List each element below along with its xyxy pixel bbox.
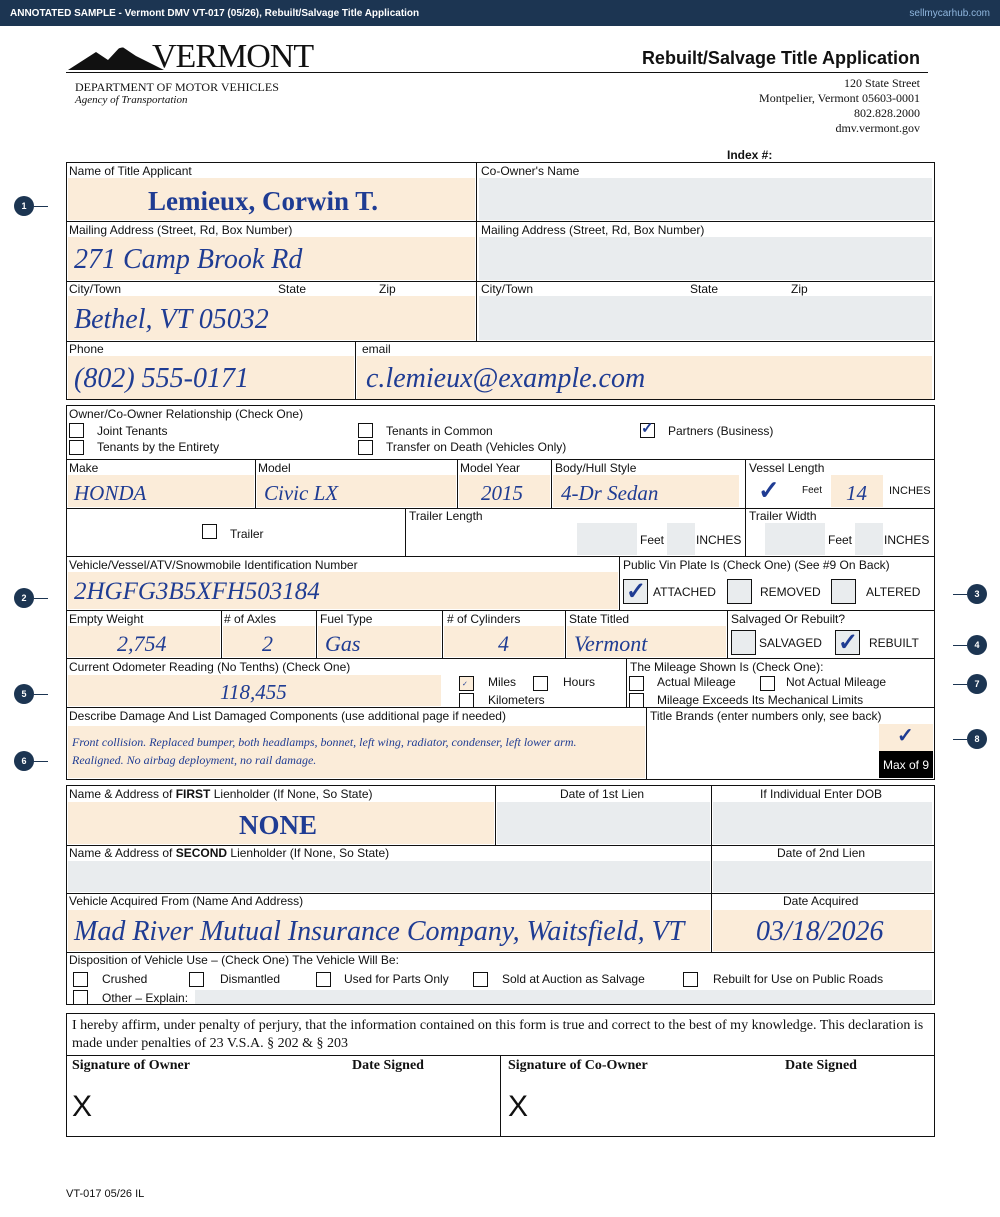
model-label: Model (258, 461, 291, 475)
miles-check-icon: ✓ (462, 681, 468, 688)
vin-value[interactable]: 2HGFG3B5XFH503184 (74, 578, 320, 605)
owner-signature-label: Signature of Owner (72, 1058, 190, 1073)
rebuilt-check-icon: ✓ (838, 629, 859, 656)
not-actual-label: Not Actual Mileage (786, 675, 887, 689)
annotation-badge-8: 8 (967, 729, 987, 749)
form-footer: VT-017 05/26 IL (66, 1188, 145, 1200)
salvaged-label: SALVAGED (759, 636, 822, 650)
annotation-badge-7: 7 (967, 674, 987, 694)
city-label: City/Town (69, 282, 122, 296)
salvaged-rebuilt-label: Salvaged Or Rebuilt? (731, 612, 846, 626)
coowner-signature-x[interactable]: X (508, 1090, 529, 1123)
annotation-badge-6: 6 (14, 751, 34, 771)
auction-label: Sold at Auction as Salvage (502, 972, 645, 986)
lien1-date-field[interactable] (497, 802, 710, 844)
kilometers-label: Kilometers (488, 693, 545, 707)
coowner-name-label: Co-Owner's Name (481, 164, 580, 178)
removed-label: REMOVED (760, 585, 821, 599)
trailer-width-feet-field[interactable] (765, 523, 825, 555)
trailer-length-feet-field[interactable] (577, 523, 637, 555)
trailer-length-inches-label: INCHES (696, 533, 742, 547)
cylinders-label: # of Cylinders (447, 612, 521, 626)
mailing-label: Mailing Address (Street, Rd, Box Number) (69, 223, 293, 237)
dept-name: DEPARTMENT OF MOTOR VEHICLES (75, 80, 279, 94)
coowner-city-field[interactable] (479, 296, 932, 340)
salvaged-checkbox[interactable] (731, 630, 756, 655)
vessel-feet-value[interactable]: 14 (846, 481, 867, 505)
not-actual-checkbox[interactable] (760, 676, 775, 691)
make-label: Make (69, 461, 99, 475)
odometer-label: Current Odometer Reading (No Tenths) (Check One) (69, 660, 351, 674)
empty-weight-label: Empty Weight (69, 612, 144, 626)
city-state-zip-value[interactable]: Bethel, VT 05032 (74, 304, 269, 335)
attached-label: ATTACHED (653, 585, 716, 599)
miles-label: Miles (488, 675, 517, 689)
axles-label: # of Axles (224, 612, 277, 626)
state-titled-value[interactable]: Vermont (574, 631, 648, 656)
mileage-shown-label: The Mileage Shown Is (Check One): (630, 660, 824, 674)
dob-label: If Individual Enter DOB (760, 787, 883, 801)
index-label: Index #: (727, 148, 773, 162)
altered-checkbox[interactable] (831, 579, 856, 604)
vermont-logo-text: VERMONT (152, 38, 314, 75)
crushed-checkbox[interactable] (73, 972, 88, 987)
applicant-name-label: Name of Title Applicant (69, 164, 192, 178)
lien2-date-field[interactable] (713, 861, 932, 892)
damage-label: Describe Damage And List Damaged Components (use additional page if needed) (69, 709, 506, 723)
disposition-label: Disposition of Vehicle Use – (Check One) The Vehicle Will Be: (69, 953, 399, 967)
phone-value[interactable]: (802) 555-0171 (74, 363, 249, 394)
damage-line-1[interactable]: Front collision. Replaced bumper, both headlamps, bonnet, left wing, radiator, condenser, left lower arm. (72, 735, 577, 749)
make-value[interactable]: HONDA (74, 481, 147, 505)
lien1-label: Name & Address of FIRST Lienholder (If None, So State) (69, 787, 373, 801)
coowner-signature-label: Signature of Co-Owner (508, 1058, 648, 1073)
trailer-checkbox[interactable] (202, 524, 217, 539)
coowner-name-field[interactable] (479, 178, 932, 220)
vessel-feet-label: Feet (802, 485, 823, 496)
lien2-field[interactable] (68, 861, 710, 892)
annotation-badge-2: 2 (14, 588, 34, 608)
vessel-length-label: Vessel Length (749, 461, 825, 475)
annotation-badge-5: 5 (14, 684, 34, 704)
email-label: email (362, 342, 391, 356)
coowner-state-label: State (690, 282, 719, 296)
exceeds-checkbox[interactable] (629, 693, 644, 708)
owner-date-signed-label: Date Signed (352, 1058, 424, 1073)
auction-checkbox[interactable] (473, 972, 488, 987)
vessel-check-icon: ✓ (758, 475, 780, 505)
vermont-mountain-logo (66, 42, 166, 74)
other-explain-field[interactable] (195, 990, 932, 1004)
annotation-banner (0, 0, 1000, 26)
phone-label: Phone (69, 342, 104, 356)
altered-label: ALTERED (866, 585, 921, 599)
lien1-date-label: Date of 1st Lien (560, 787, 645, 801)
roads-label: Rebuilt for Use on Public Roads (713, 972, 884, 986)
max-of-9-badge: Max of 9 (879, 751, 933, 778)
other-label: Other – Explain: (102, 991, 189, 1005)
lien2-label: Name & Address of SECOND Lienholder (If None, So State) (69, 846, 390, 860)
body-label: Body/Hull Style (555, 461, 637, 475)
partners-check-icon: ✓ (641, 420, 654, 437)
acquired-from-label: Vehicle Acquired From (Name And Address) (69, 894, 304, 908)
coowner-city-label: City/Town (481, 282, 534, 296)
lien1-value[interactable]: NONE (239, 810, 318, 840)
tod-checkbox[interactable] (358, 440, 373, 455)
attached-check-icon: ✓ (626, 578, 647, 605)
body-value[interactable]: 4-Dr Sedan (561, 481, 659, 505)
title-brands-check-icon: ✓ (897, 725, 914, 747)
affirmation-text: I hereby affirm, under penalty of perjury, that the information contained on this form is true and correct to the best of my knowledge. This declaration is made under penalties of 23 V.S.A. § 202 & § 203 (72, 1018, 924, 1051)
damage-line-2[interactable]: Realigned. No airbag deployment, no rail damage. (72, 753, 317, 767)
parts-checkbox[interactable] (316, 972, 331, 987)
fuel-label: Fuel Type (320, 612, 373, 626)
applicant-name-value[interactable]: Lemieux, Corwin T. (148, 186, 379, 216)
hours-label: Hours (563, 675, 596, 689)
vessel-inches-label: INCHES (889, 485, 931, 497)
partners-label: Partners (Business) (668, 424, 774, 438)
trailer-length-inches-field[interactable] (667, 523, 695, 555)
model-value[interactable]: Civic LX (264, 481, 339, 505)
zip-label: Zip (379, 282, 396, 296)
model-year-label: Model Year (460, 461, 521, 475)
trailer-label: Trailer (230, 527, 264, 541)
actual-mileage-label: Actual Mileage (657, 675, 736, 689)
parts-label: Used for Parts Only (344, 972, 449, 986)
trailer-width-inches-label: INCHES (884, 533, 930, 547)
state-label: State (278, 282, 307, 296)
coowner-mailing-label: Mailing Address (Street, Rd, Box Number) (481, 223, 705, 237)
actual-mileage-checkbox[interactable] (629, 676, 644, 691)
crushed-label: Crushed (102, 972, 148, 986)
title-brands-label: Title Brands (enter numbers only, see back) (650, 709, 882, 723)
date-acquired-label: Date Acquired (783, 894, 859, 908)
banner-source[interactable]: sellmycarhub.com (909, 7, 990, 19)
kilometers-checkbox[interactable] (459, 693, 474, 708)
joint-tenants-checkbox[interactable] (69, 423, 84, 438)
coowner-date-signed-label: Date Signed (785, 1058, 857, 1073)
trailer-width-feet-label: Feet (828, 533, 853, 547)
dmv-address: 120 State Street Montpelier, Vermont 05603-0001 802.828.2000 dmv.vermont.gov (759, 76, 920, 135)
fuel-value[interactable]: Gas (325, 631, 361, 656)
lien2-date-label: Date of 2nd Lien (777, 846, 866, 860)
coowner-zip-label: Zip (791, 282, 808, 296)
dismantled-label: Dismantled (220, 972, 281, 986)
trailer-width-label: Trailer Width (749, 509, 817, 523)
entirety-checkbox[interactable] (69, 440, 84, 455)
dismantled-checkbox[interactable] (189, 972, 204, 987)
vin-plate-label: Public Vin Plate Is (Check One) (See #9 On Back) (623, 558, 890, 572)
roads-checkbox[interactable] (683, 972, 698, 987)
model-year-value[interactable]: 2015 (481, 481, 523, 505)
entirety-label: Tenants by the Entirety (97, 440, 220, 454)
state-titled-label: State Titled (569, 612, 630, 626)
coowner-mailing-field[interactable] (479, 237, 932, 280)
exceeds-label: Mileage Exceeds Its Mechanical Limits (657, 693, 864, 707)
annotation-badge-3: 3 (967, 584, 987, 604)
trailer-length-feet-label: Feet (640, 533, 665, 547)
trailer-width-inches-field[interactable] (855, 523, 883, 555)
date-acquired-value[interactable]: 03/18/2026 (756, 916, 884, 947)
banner-title: ANNOTATED SAMPLE - Vermont DMV VT-017 (05/26), Rebuilt/Salvage Title Application (10, 7, 420, 19)
other-checkbox[interactable] (73, 990, 88, 1005)
trailer-length-label: Trailer Length (409, 509, 483, 523)
empty-weight-value[interactable]: 2,754 (117, 631, 167, 656)
relationship-label: Owner/Co-Owner Relationship (Check One) (69, 407, 304, 421)
email-value[interactable]: c.lemieux@example.com (366, 363, 646, 394)
owner-signature-x[interactable]: X (72, 1090, 93, 1123)
acquired-from-value[interactable]: Mad River Mutual Insurance Company, Waitsfield, VT (74, 916, 685, 947)
form-title: Rebuilt/Salvage Title Application (641, 48, 920, 68)
axles-value[interactable]: 2 (262, 631, 273, 656)
vin-label: Vehicle/Vessel/ATV/Snowmobile Identification Number (69, 558, 358, 572)
agency-name: Agency of Transportation (75, 94, 188, 106)
dob-field[interactable] (713, 802, 932, 844)
annotation-badge-4: 4 (967, 635, 987, 655)
annotation-badge-1: 1 (14, 196, 34, 216)
cylinders-value[interactable]: 4 (498, 631, 509, 656)
removed-checkbox[interactable] (727, 579, 752, 604)
odometer-value[interactable]: 118,455 (220, 680, 287, 704)
common-label: Tenants in Common (386, 424, 493, 438)
common-checkbox[interactable] (358, 423, 373, 438)
rebuilt-label: REBUILT (869, 636, 919, 650)
mailing-value[interactable]: 271 Camp Brook Rd (74, 244, 303, 275)
tod-label: Transfer on Death (Vehicles Only) (386, 440, 567, 454)
hours-checkbox[interactable] (533, 676, 548, 691)
joint-tenants-label: Joint Tenants (97, 424, 168, 438)
